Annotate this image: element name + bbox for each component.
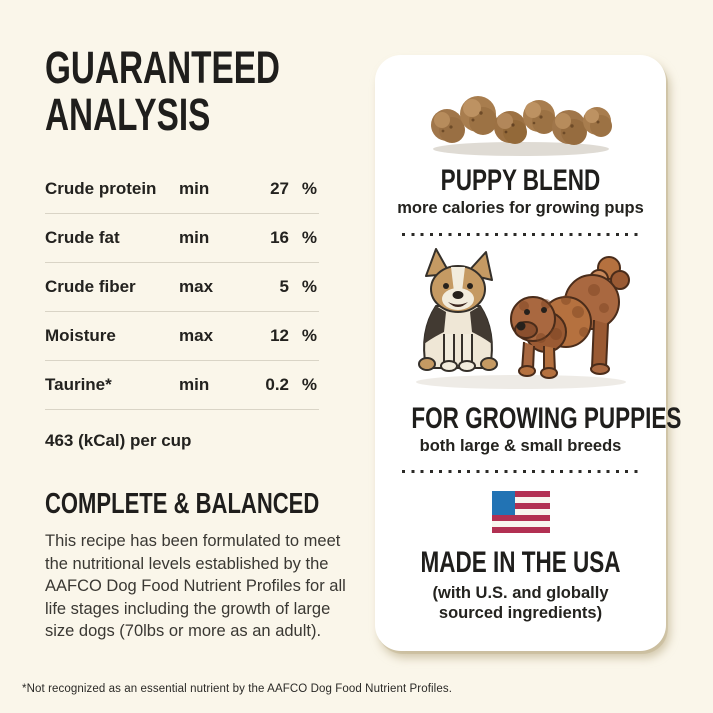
nutrient-name: Crude fiber: [45, 277, 136, 296]
calories-per-cup: 463 (kCal) per cup: [45, 431, 192, 450]
nutrient-name: Crude fat: [45, 228, 120, 247]
made-in-usa-subtitle: (with U.S. and globally sourced ingredients): [432, 584, 609, 622]
growing-puppies-subtitle: both large & small breeds: [419, 437, 622, 455]
table-row: [45, 263, 319, 312]
growing-puppies-heading: FOR GROWING PUPPIES: [411, 402, 682, 435]
nutrient-value: 0.2: [265, 375, 289, 394]
product-info-card: [375, 55, 682, 651]
complete-balanced-heading: COMPLETE & BALANCED: [45, 488, 320, 520]
nutrient-basis: min: [179, 375, 210, 394]
page-title: [45, 44, 353, 138]
corgi-puppy: [419, 249, 497, 371]
table-row: [45, 312, 319, 361]
nutrient-name: Moisture: [45, 326, 116, 345]
flag-canton: [492, 491, 515, 515]
puppies-illustration: [396, 246, 646, 396]
table-row: [45, 214, 319, 263]
nutrient-name: Taurine*: [45, 375, 112, 394]
dotted-divider: [402, 233, 640, 236]
nutrient-basis: max: [179, 277, 214, 296]
nutrient-basis: min: [179, 179, 210, 198]
nutrient-basis: min: [179, 228, 210, 247]
dotted-divider: [402, 470, 640, 473]
guaranteed-analysis-section: [45, 44, 353, 643]
nutrient-unit: %: [301, 179, 317, 198]
guaranteed-analysis-table: [45, 165, 319, 410]
footnote: *Not recognized as an essential nutrient by the AAFCO Dog Food Nutrient Profiles.: [22, 683, 452, 695]
nutrient-unit: %: [301, 375, 317, 394]
nutrient-unit: %: [301, 326, 317, 345]
nutrient-value: 12: [270, 326, 289, 345]
page-title-line1: GUARANTEED: [45, 42, 280, 93]
nutrient-value: 27: [270, 179, 289, 198]
nutrient-name: Crude protein: [45, 179, 157, 198]
nutrient-unit: %: [301, 228, 317, 247]
nutrient-unit: %: [301, 277, 317, 296]
table-row: [45, 165, 319, 214]
complete-balanced-body: This recipe has been formulated to meet the nutritional levels established by the AAFCO Dog Food Nutrient Profiles for all life stages including the growth of large size dogs (70lbs or more as an adult).: [45, 532, 346, 640]
us-flag-icon: [492, 491, 550, 533]
nutrient-basis: max: [179, 326, 214, 345]
kibble-image: [421, 75, 621, 160]
nutrient-value: 5: [279, 277, 289, 296]
puppy-blend-subtitle: more calories for growing pups: [397, 199, 644, 217]
doodle-puppy: [511, 257, 629, 378]
made-in-usa-heading: MADE IN THE USA: [420, 546, 621, 579]
nutrient-value: 16: [270, 228, 289, 247]
table-row: [45, 361, 319, 410]
page-title-line2: ANALYSIS: [45, 89, 211, 140]
puppy-blend-heading: PUPPY BLEND: [440, 164, 601, 197]
